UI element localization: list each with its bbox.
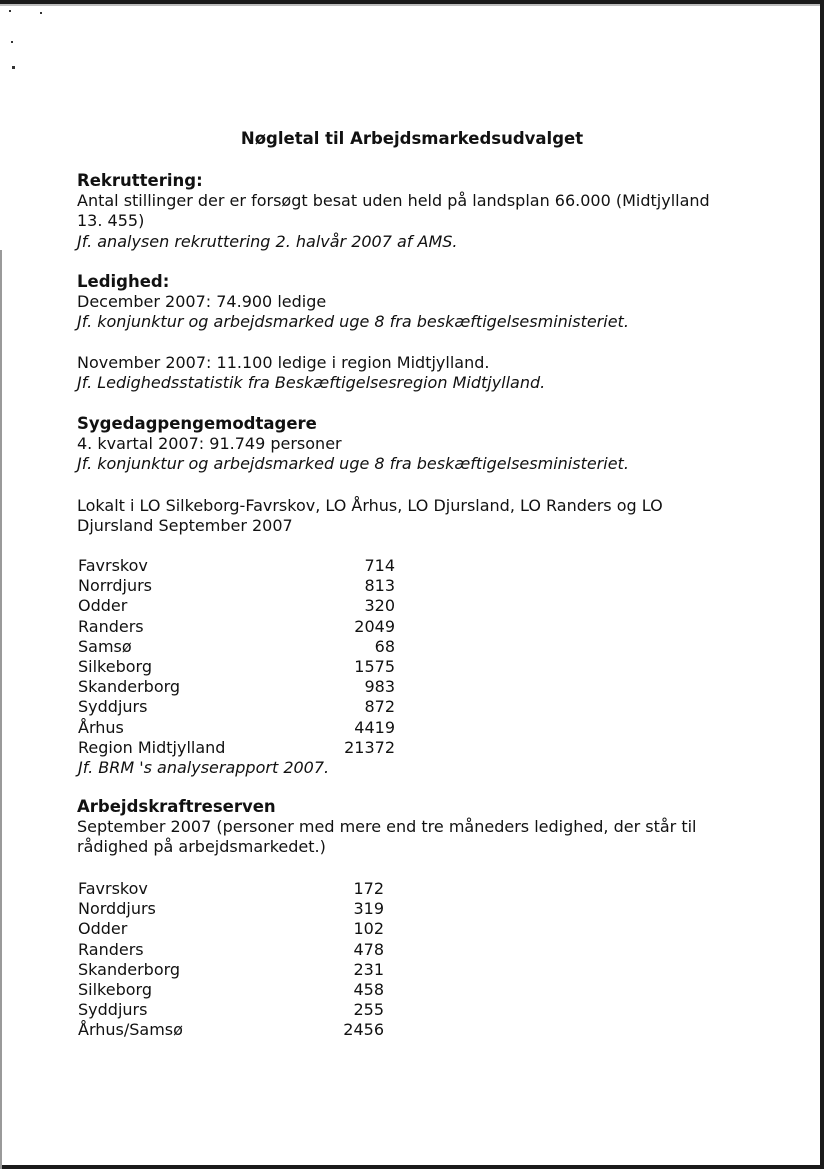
row-value: 714 [364,556,395,575]
section-ledighed [77,272,777,333]
row-value: 458 [353,979,384,999]
row-value: 2456 [343,1020,384,1040]
row-value: 102 [353,919,384,939]
scan-border-bottom [0,1165,824,1169]
row-value: 320 [364,596,395,616]
row-value: 983 [364,677,395,697]
row-name: Skanderborg [78,677,181,697]
arbejdskraft-text-line2: rådighed på arbejdsmarkedet.) [77,837,326,857]
row-value: 813 [364,576,395,596]
row-value: 872 [364,697,395,717]
ledighed-november: November 2007: 11.100 ledige i region Midtjylland. [77,353,490,372]
heading-sygedagpenge: Sygedagpengemodtagere [77,414,317,433]
rekruttering-source: Jf. analysen rekruttering 2. halvår 2007 af AMS. [77,231,458,251]
row-name: Randers [78,939,144,959]
row-value: 478 [353,939,384,959]
heading-arbejdskraft: Arbejdskraftreserven [77,797,276,816]
section-sygedagpenge-lokalt [77,496,777,536]
scan-speck [11,41,13,43]
row-value: 68 [374,636,395,656]
row-value: 231 [353,959,384,979]
section-arbejdskraft [77,797,777,858]
row-name: Skanderborg [78,959,181,979]
scan-speck [40,12,42,14]
row-name: Norrdjurs [78,576,153,596]
sygedagpenge-source: Jf. konjunktur og arbejdsmarked uge 8 fra beskæftigelsesministeriet. [77,454,629,474]
row-name: Syddjurs [78,697,148,717]
row-name: Silkeborg [78,979,152,999]
ledighed-source-1: Jf. konjunktur og arbejdsmarked uge 8 fra beskæftigelsesministeriet. [77,312,629,332]
scan-border-right [820,0,824,1169]
section-ledighed-november [77,353,777,393]
scan-border-top-shadow [0,4,824,6]
scan-border-left [0,250,2,1169]
arbejdskraft-text-line1: September 2007 (personer med mere end tre måneders ledighed, der står til [77,817,697,837]
row-name: Syddjurs [78,1000,148,1020]
ledighed-december: December 2007: 74.900 ledige [77,292,327,312]
document-title: Nøgletal til Arbejdsmarkedsudvalget [240,129,584,148]
row-name: Favrskov [78,879,148,898]
row-value: 4419 [354,717,395,737]
section-rekruttering [77,171,777,252]
row-name: Århus/Samsø [78,1020,183,1040]
row-name: Randers [78,616,144,636]
ledighed-source-2: Jf. Ledighedsstatistik fra Beskæftigelsesregion Midtjylland. [77,373,546,393]
heading-ledighed: Ledighed: [77,272,170,291]
section-sygedagpenge [77,414,777,475]
row-value: 2049 [354,616,395,636]
row-value: 21372 [344,737,395,757]
row-name: Århus [78,717,124,737]
row-value: 172 [353,879,384,898]
row-name: Silkeborg [78,656,152,676]
sygedagpenge-kvartal: 4. kvartal 2007: 91.749 personer [77,434,342,454]
row-name: Odder [78,596,128,616]
row-value: 255 [353,1000,384,1020]
row-name: Odder [78,919,128,939]
rekruttering-text-line2: 13. 455) [77,211,145,231]
scan-speck [9,10,11,12]
scan-speck [12,66,15,69]
row-value: 1575 [354,656,395,676]
sygedagpenge-lokalt-line2: Djursland September 2007 [77,516,293,536]
row-name: Favrskov [78,556,148,575]
heading-rekruttering: Rekruttering: [77,171,203,190]
row-name: Samsø [78,636,132,656]
rekruttering-text-line1: Antal stillinger der er forsøgt besat uden held på landsplan 66.000 (Midtjylland [77,191,710,211]
sygedagpenge-lokalt-line1: Lokalt i LO Silkeborg-Favrskov, LO Århus, LO Djursland, LO Randers og LO [77,496,663,515]
row-value: 319 [353,899,384,919]
row-name: Norddjurs [78,899,156,919]
table-source-text: Jf. BRM 's analyserapport 2007. [78,757,330,777]
row-name: Region Midtjylland [78,737,226,757]
